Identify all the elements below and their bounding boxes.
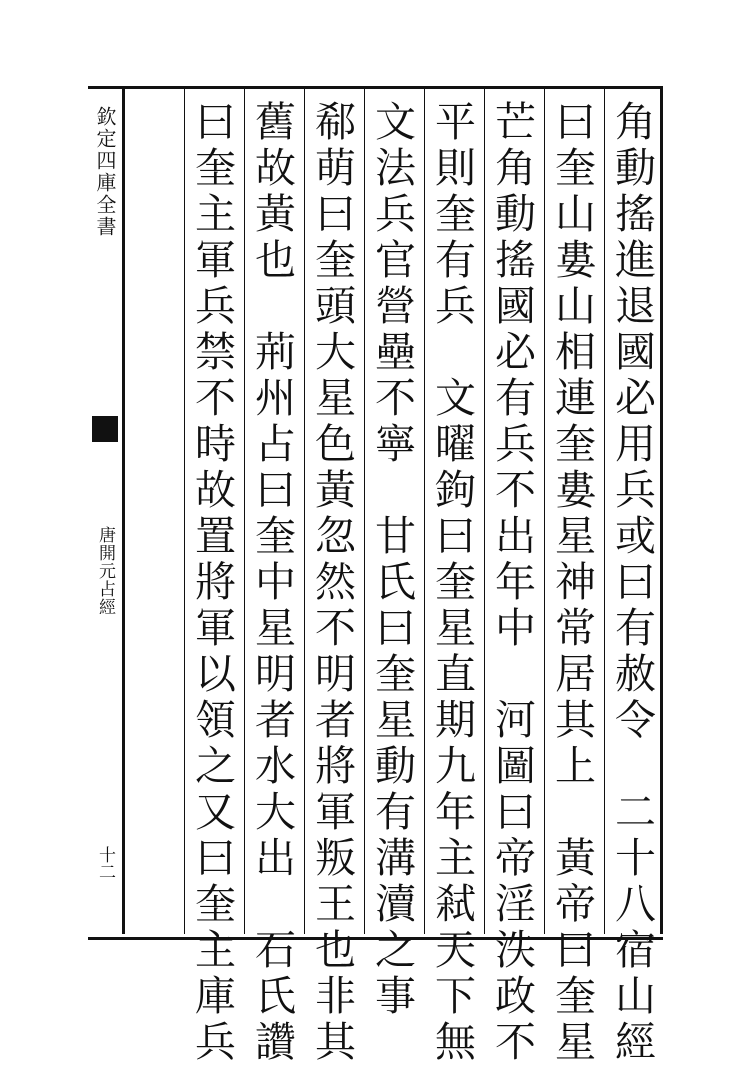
text-column: 郗萌曰奎頭大星色黃忽然不明者將軍叛王也非其 [308, 100, 356, 1066]
column-rule [544, 86, 545, 934]
fish-tail-mark [92, 416, 118, 442]
margin-strip [88, 86, 125, 934]
text-column: 文法兵官營壘不寧 甘氏曰奎星動有溝瀆之事 [368, 100, 416, 1020]
text-column: 曰奎山婁山相連奎婁星神常居其上 黃帝曰奎星 [548, 100, 596, 1066]
column-rule [424, 86, 425, 934]
column-rule [184, 86, 185, 934]
column-rule [304, 86, 305, 934]
book-title: 欽定四庫全書 [93, 106, 117, 238]
column-rule [604, 86, 605, 934]
text-column: 角動搖進退國必用兵或曰有赦令 二十八宿山經 [608, 100, 656, 1066]
text-column: 平則奎有兵 文曜鉤曰奎星直期九年主弒天下無 [428, 100, 476, 1066]
text-column: 舊故黃也 荊州占曰奎中星明者水大出 石氏讚 [248, 100, 296, 1066]
text-column: 曰奎主軍兵禁不時故置將軍以領之又曰奎主庫兵 [188, 100, 236, 1066]
column-rule [244, 86, 245, 934]
folio-number: 十二 [95, 846, 115, 880]
text-column: 芒角動搖國必有兵不出年中 河圖曰帝淫泆政不 [488, 100, 536, 1066]
column-rule [364, 86, 365, 934]
column-rule [484, 86, 485, 934]
right-border [660, 86, 663, 934]
book-subtitle: 唐開元占經 [95, 526, 115, 616]
